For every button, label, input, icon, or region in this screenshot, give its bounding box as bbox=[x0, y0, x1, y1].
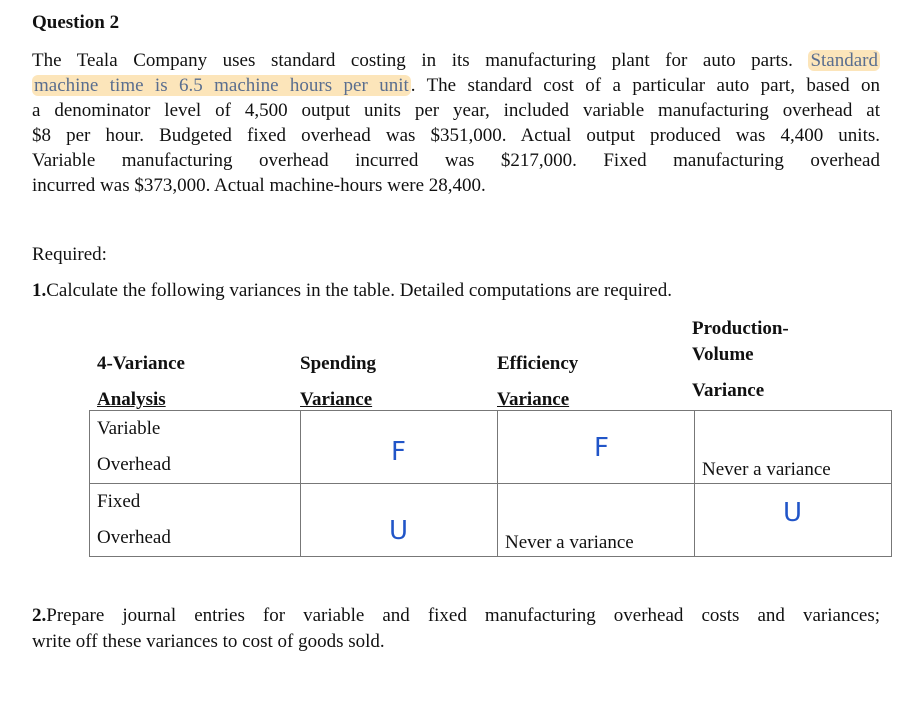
cell-fixed-volume[interactable] bbox=[695, 484, 892, 557]
cell-fixed-spending[interactable] bbox=[301, 484, 498, 557]
row-label-variable: Variable Overhead bbox=[90, 411, 301, 484]
para-line-5: Variable manufacturing overhead incurred was $217,000. Fixed manufacturing overhead bbox=[32, 150, 880, 171]
question-1: 1.Calculate the following variances in the table. Detailed computations are required. bbox=[32, 280, 672, 301]
handwritten-f-mark: F bbox=[391, 437, 406, 467]
header-4-variance: 4-Variance Analysis bbox=[97, 353, 185, 410]
problem-paragraph bbox=[32, 48, 880, 198]
never-a-variance: Never a variance bbox=[505, 532, 634, 553]
handwritten-u-mark: U bbox=[783, 498, 803, 528]
para-line-3: a denominator level of 4,500 output units per year, included variable manufacturing overhead at bbox=[32, 100, 880, 121]
row-label-fixed: Fixed Overhead bbox=[90, 484, 301, 557]
header-spending: Spending Variance bbox=[300, 353, 377, 410]
never-a-variance: Never a variance bbox=[702, 459, 831, 480]
table-row bbox=[90, 484, 892, 557]
cell-variable-volume bbox=[695, 411, 892, 484]
highlight-machine-time: machine time is 6.5 machine hours per unit bbox=[34, 75, 409, 96]
para-line-1: The Teala Company uses standard costing in its manufacturing plant for auto parts. Standard bbox=[32, 50, 878, 71]
table-row bbox=[90, 411, 892, 484]
cell-fixed-efficiency bbox=[498, 484, 695, 557]
handwritten-f-mark: F bbox=[594, 433, 609, 463]
cell-variable-efficiency[interactable] bbox=[498, 411, 695, 484]
para-line-4: $8 per hour. Budgeted fixed overhead was $351,000. Actual output produced was 4,400 units. bbox=[32, 125, 880, 146]
para-line-2: machine time is 6.5 machine hours per unit . The standard cost of a particular auto part, based on bbox=[34, 75, 881, 96]
header-efficiency: Efficiency Variance bbox=[497, 353, 579, 410]
handwritten-u-mark: U bbox=[389, 516, 409, 546]
highlight-standard: Standard bbox=[810, 50, 878, 71]
question-2: 2.Prepare journal entries for variable and fixed manufacturing overhead costs and variances; write off these variances to cost of goods sold. bbox=[32, 605, 880, 652]
question-heading: Question 2 bbox=[32, 12, 120, 33]
variance-table bbox=[89, 410, 892, 557]
cell-variable-spending[interactable] bbox=[301, 411, 498, 484]
header-production-volume: Production- Volume Variance bbox=[692, 318, 789, 401]
required-label: Required: bbox=[32, 244, 107, 265]
para-line-6: incurred was $373,000. Actual machine-hours were 28,400. bbox=[32, 175, 486, 196]
